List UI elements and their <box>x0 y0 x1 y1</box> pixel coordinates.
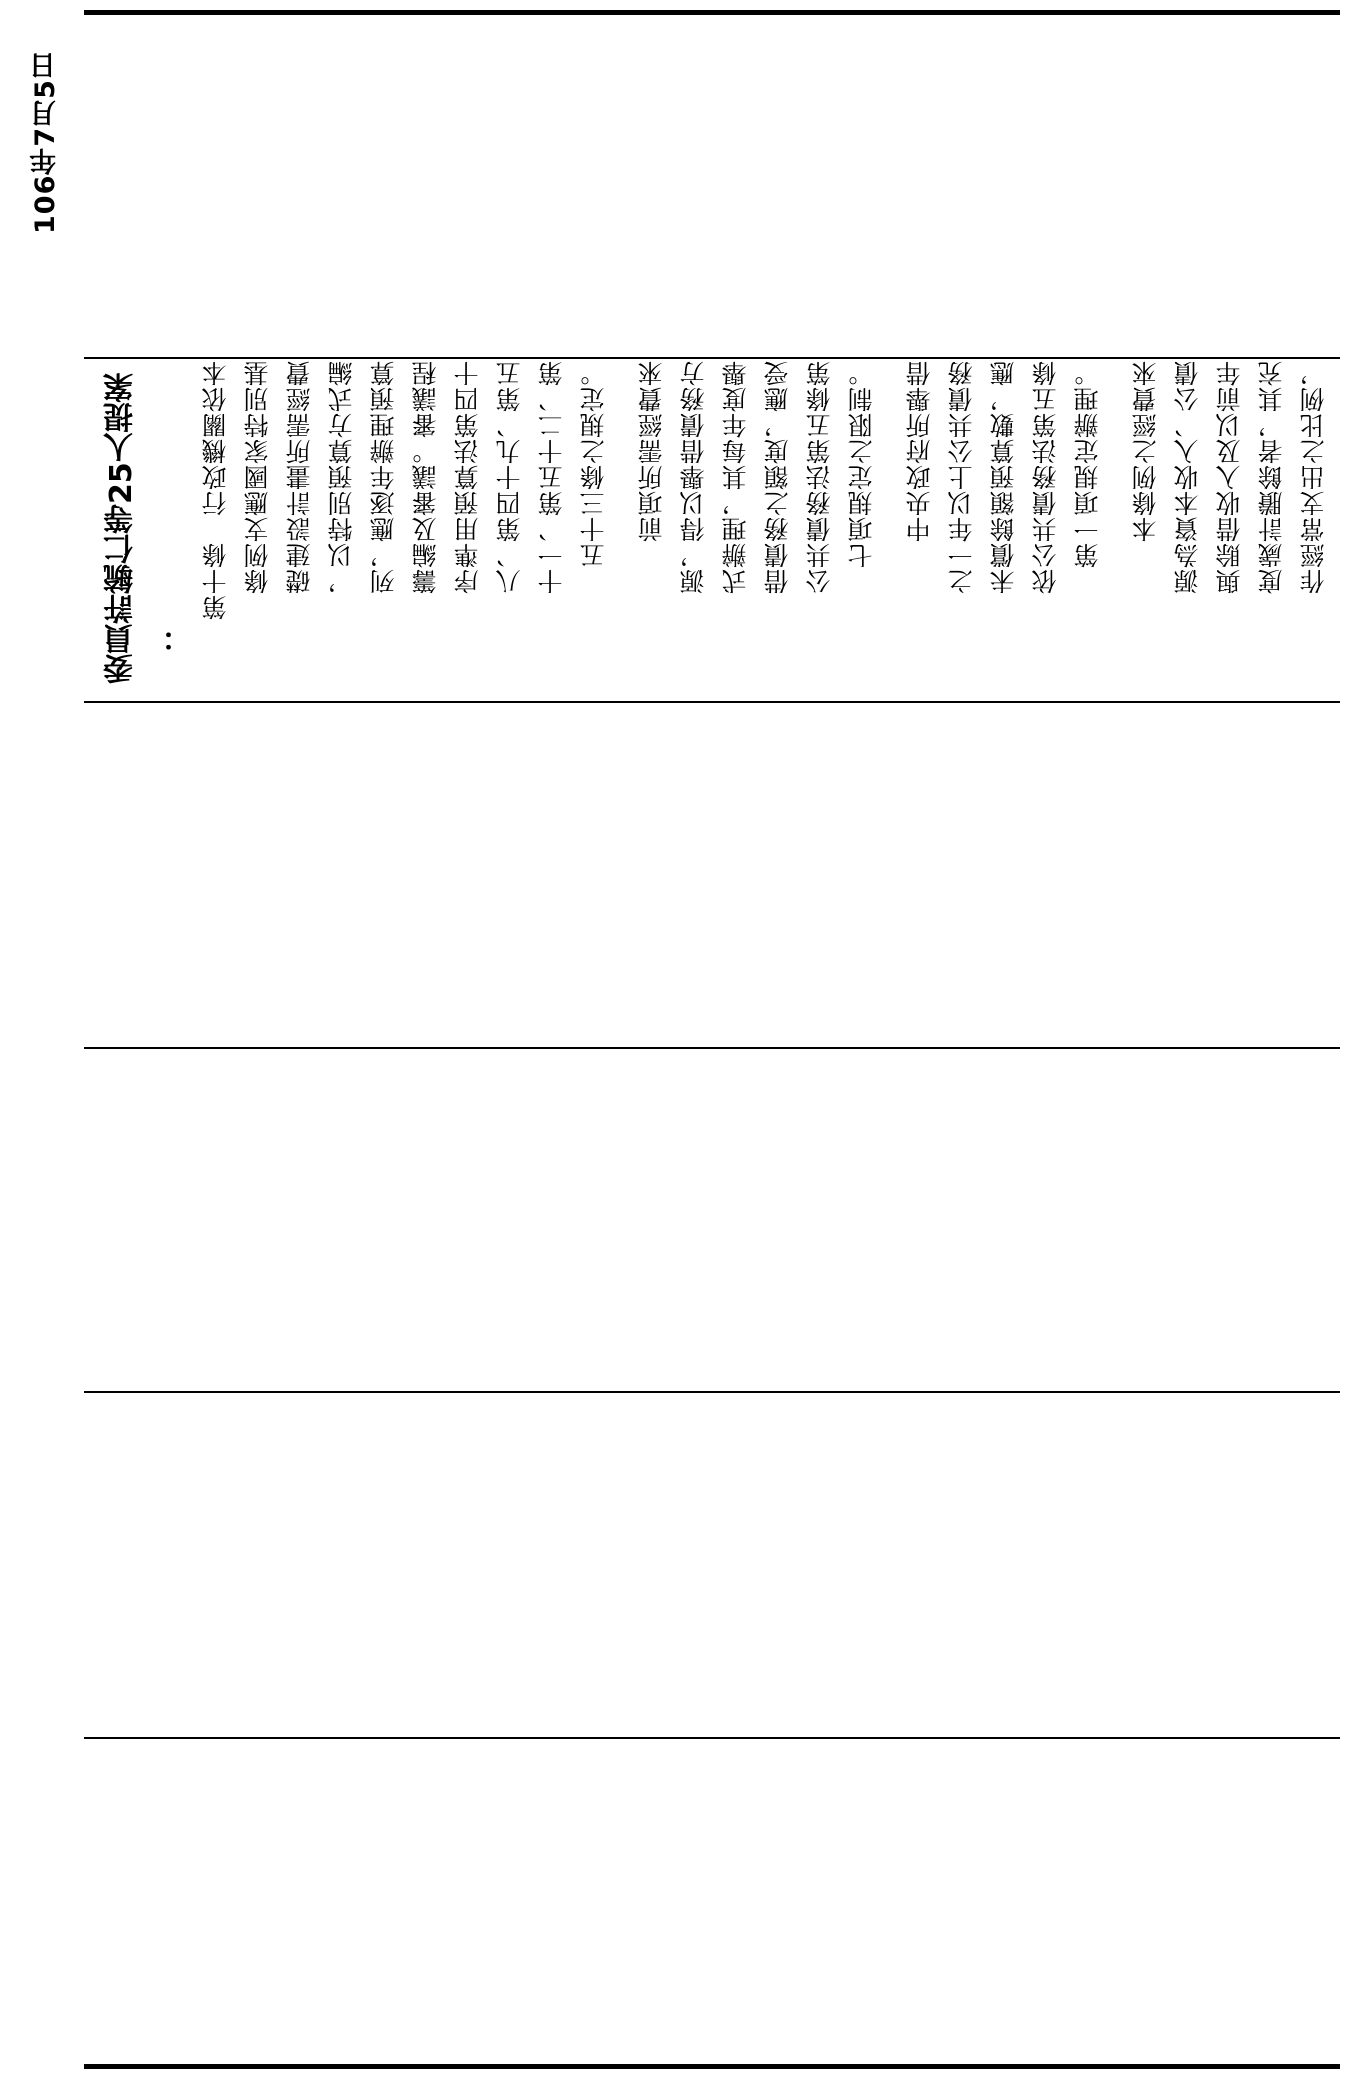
section-divider <box>84 1047 1340 1049</box>
article-text-column: 式辦理，其每年度舉 <box>721 360 750 620</box>
article-text-column: 七項規定之限制。 <box>847 360 876 594</box>
article-text-column: 與賒借收入及以前年 <box>1215 360 1244 620</box>
article-text-column: 度歲計賸餘者，其充 <box>1257 360 1286 620</box>
article-text-column: 列，應逐年辦理預算 <box>369 360 398 620</box>
article-text-column: 依公共債務法第五條 <box>1031 360 1060 620</box>
article-text-column: 本條例之經費來 <box>1131 360 1160 594</box>
article-text-column: 籌編及審議。審議程 <box>411 360 440 620</box>
section-divider <box>84 357 1340 359</box>
article-text-column: 中央政府所舉借 <box>905 360 934 594</box>
top-rule <box>84 10 1340 15</box>
article-text-column: 源為資本收入、公債 <box>1173 360 1202 620</box>
article-text-column: 源，得以舉借債務方 <box>679 360 708 620</box>
article-text-column: ，以特別預算方式編 <box>327 360 356 620</box>
proposal-heading: 委員許毓仁等25人提案 <box>104 372 139 684</box>
article-text-column: 條例支應國家特別基 <box>243 360 272 620</box>
article-text-column: 序準用預算法第四十 <box>453 360 482 620</box>
article-text-column: 五十三條之規定。 <box>579 360 608 594</box>
article-text-column: 十一、第五十二、第 <box>537 360 566 620</box>
article-text-column: 八、第四十九、第五 <box>495 360 524 620</box>
article-text-column: 作經常支出之比例， <box>1299 360 1328 620</box>
proposal-heading-colon: ： <box>162 622 197 652</box>
article-text-column: 未償餘額預算數，應 <box>989 360 1018 620</box>
article-text-column: 前項所需經費來 <box>637 360 666 594</box>
article-text-column: 第一項規定辦理。 <box>1073 360 1102 594</box>
article-text-column: 第十條 行政機關依本 <box>201 360 230 620</box>
article-text-column: 借債務之額度，應受 <box>763 360 792 620</box>
article-text-column: 公共債務法第五條第 <box>805 360 834 620</box>
date-stamp: 106年7月5日 <box>30 51 61 234</box>
article-text-column: 礎建設計畫所需經費 <box>285 360 314 620</box>
section-divider <box>84 701 1340 703</box>
article-text-column: 之一年以上公共債務 <box>947 360 976 620</box>
bottom-rule <box>84 2064 1340 2069</box>
section-divider <box>84 1737 1340 1739</box>
section-divider <box>84 1391 1340 1393</box>
